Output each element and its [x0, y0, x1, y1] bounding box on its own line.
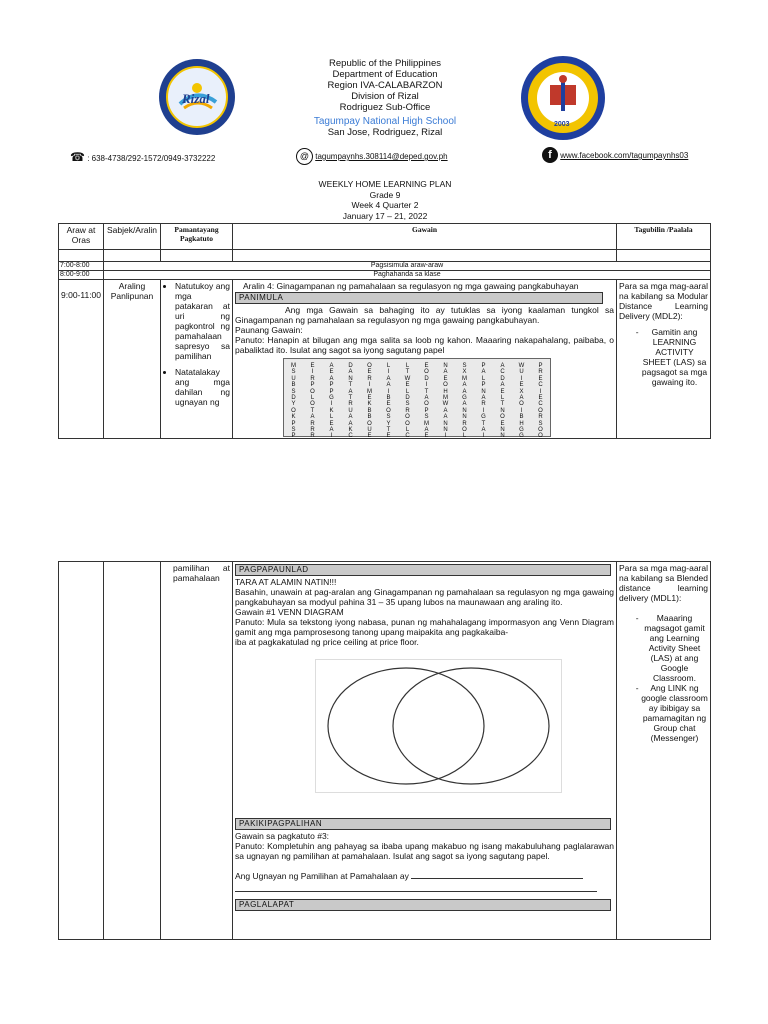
word-search-letter: U	[291, 375, 296, 382]
header-sabjek: Sabjek/Aralin	[104, 224, 161, 250]
email-link[interactable]: tagumpaynhs.308114@deped.gov.ph	[315, 152, 448, 161]
word-search-letter: Y	[291, 401, 296, 408]
word-search-row	[284, 426, 550, 440]
schedule-activity-2: Paghahanda sa klase	[104, 271, 711, 280]
plan-table-page-1	[58, 223, 711, 439]
word-search-letter: P	[329, 388, 334, 395]
word-search-letter: A	[462, 388, 467, 395]
word-search-letter: O	[367, 420, 372, 427]
word-search-letter: I	[387, 369, 390, 376]
word-search-letter: W	[518, 363, 525, 369]
word-search-letter: A	[348, 388, 353, 395]
word-search-letter: A	[329, 426, 334, 433]
word-search-letter: R	[538, 414, 543, 421]
word-search-letter: U	[519, 369, 524, 376]
word-search-letter: R	[348, 401, 353, 408]
word-search-letter: N	[462, 414, 467, 421]
word-search-letter: D	[500, 375, 505, 382]
word-search-letter: P	[310, 382, 315, 389]
header-gawain: Gawain	[233, 224, 617, 250]
word-search-letter: B	[291, 382, 296, 389]
word-search-letter: A	[310, 414, 315, 421]
word-search-letter: R	[310, 375, 315, 382]
word-search-letter: O	[538, 426, 543, 433]
word-search-letter: D	[291, 394, 296, 401]
word-search-letter: M	[367, 388, 372, 395]
panuto1b-text: iba at pagkakatulad ng price ceiling at price floor.	[235, 637, 419, 647]
header-araw-oras: Araw at Oras	[59, 224, 104, 250]
word-search-letter: D	[424, 375, 429, 382]
word-search-row	[284, 417, 550, 427]
word-search-letter: C	[538, 382, 543, 389]
word-search-letter: B	[386, 394, 391, 401]
word-search-letter: P	[538, 363, 543, 369]
word-search-letter: R	[462, 420, 467, 427]
lesson-title: Aralin 4: Ginagampanan ng pamahalaan sa regulasyon ng mga gawaing pangkabuhayan	[243, 281, 579, 291]
row1-time: 9:00-11:00	[59, 280, 104, 439]
header-tagubilin: Tagubilin /Paalala	[617, 224, 711, 250]
word-search-letter: A	[348, 414, 353, 421]
word-search-letter: I	[330, 401, 333, 408]
word-search-letter: L	[405, 388, 410, 395]
row2-gawain	[233, 562, 617, 940]
word-search-letter: R	[310, 433, 315, 440]
header-line-2: Department of Education	[332, 69, 438, 80]
word-search-letter: A	[481, 426, 486, 433]
word-search-letter: M	[291, 363, 296, 369]
word-search-letter: M	[443, 394, 448, 401]
word-search-letter: L	[500, 394, 505, 401]
panuto3-text: Panuto: Kompletuhin ang pahayag sa ibaba upang makabuo ng isang makabuluhang paglalarawan sa ugnayan ng pamilihan at pamahalaan. Isulat ang sagot sa iyong sagutang papel.	[235, 841, 614, 861]
word-search-letter: S	[291, 369, 296, 376]
row2-competency: pamilihan at pamahalaan	[161, 562, 233, 940]
word-search-letter: A	[500, 382, 505, 389]
word-search-letter: E	[538, 394, 543, 401]
word-search-letter: E	[424, 363, 429, 369]
basahin-text: Basahin, unawain at pag-aralan ang Ginagampanan ng pamahalaan sa regulasyon ng mga gawaing pangkabuhayan sa modyul pahina 31 – 35 upang lubos na maunawaan ang araling ito.	[235, 587, 614, 607]
word-search-letter: W	[442, 401, 449, 408]
email-icon: @	[296, 148, 313, 165]
word-search-letter: E	[329, 420, 334, 427]
word-search-letter: O	[386, 407, 391, 414]
word-search-letter: L	[310, 394, 315, 401]
school-seal-logo	[520, 55, 606, 141]
intro-text: Ang mga Gawain sa bahaging ito ay tutuklas sa iyong kaalaman tungkol sa Ginagampanan ng pamahalaan sa regulasyon ng mga gawaing pangkabuhayan.	[235, 305, 614, 325]
word-search-letter: A	[481, 369, 486, 376]
word-search-letter: O	[424, 369, 429, 376]
section-pagpapaunlad: PAGPAPAUNLAD	[235, 564, 611, 576]
word-search-letter: S	[405, 401, 410, 408]
row1-tagubilin	[617, 280, 711, 439]
plan-dates: January 17 – 21, 2022	[342, 210, 428, 221]
phone-icon: ☎	[70, 150, 85, 164]
word-search-letter: B	[367, 414, 372, 421]
word-search-letter: E	[367, 369, 372, 376]
word-search-row	[284, 385, 550, 395]
word-search-letter: K	[329, 407, 334, 414]
word-search-letter: I	[425, 382, 428, 389]
word-search-letter: L	[329, 414, 334, 421]
word-search-letter: E	[367, 394, 372, 401]
word-search-letter: R	[310, 426, 315, 433]
venn-circle-left	[328, 668, 484, 784]
word-search-letter: I	[520, 375, 523, 382]
word-search-letter: R	[405, 407, 410, 414]
word-search-letter: C	[405, 433, 410, 440]
word-search-letter: E	[500, 388, 505, 395]
plan-title-block	[230, 179, 540, 221]
word-search-letter: L	[481, 375, 486, 382]
word-search-letter: P	[329, 382, 334, 389]
logo-left-text: Rizal	[182, 91, 210, 106]
word-search-row	[284, 407, 550, 421]
word-search-letter: S	[291, 388, 296, 395]
word-search-letter: I	[482, 407, 485, 414]
word-search-letter: S	[538, 420, 543, 427]
word-search-letter: N	[500, 426, 505, 433]
word-search-letter: A	[443, 407, 448, 414]
word-search-letter: X	[519, 388, 524, 395]
row1-subject: Araling Panlipunan	[104, 280, 161, 439]
schedule-activity-1: Pagsisimula araw-araw	[104, 262, 711, 271]
word-search-letter: R	[367, 375, 372, 382]
word-search-letter: N	[443, 426, 448, 433]
word-search-letter: T	[424, 388, 429, 395]
word-search-letter: L	[405, 426, 410, 433]
schedule-time-1: 7:00-8:00	[59, 262, 104, 271]
word-search-letter: N	[443, 420, 448, 427]
word-search-row	[284, 375, 550, 389]
word-search-letter: M	[424, 420, 429, 427]
paunang-gawain: Paunang Gawain:	[235, 325, 303, 335]
phone-contact	[70, 150, 215, 164]
word-search-letter: C	[538, 401, 543, 408]
statement-blank[interactable]	[411, 878, 583, 879]
gawain1-title: Gawain #1 VENN DIAGRAM	[235, 607, 344, 617]
tagubilin-item-mdl1-1: - Maaaring magsagot gamit ang Learning Activity Sheet (LAS) at ang Google Classroom.	[641, 613, 708, 683]
word-search-letter: L	[462, 433, 467, 440]
school-name: Tagumpay National High School	[313, 116, 457, 127]
word-search-letter: I	[330, 433, 333, 440]
panuto-text: Panuto: Hanapin at bilugan ang mga salita sa loob ng kahon. Maaaring nakapahalang, paibaba, o pabaliktad ito. Isulat ang sagot sa iyong sagutang papel	[235, 335, 614, 355]
word-search-letter: G	[329, 394, 334, 401]
word-search-letter: E	[310, 363, 315, 369]
word-search-letter: O	[519, 401, 524, 408]
word-search-letter: S	[424, 414, 429, 421]
word-search-letter: A	[386, 382, 391, 389]
word-search-letter: N	[500, 433, 505, 440]
word-search-letter: O	[405, 420, 410, 427]
word-search-letter: B	[519, 414, 524, 421]
phone-text: : 638-4738/292-1572/0949-3732222	[87, 154, 216, 163]
section-pakikipagpalihan: PAKIKIPAGPALIHAN	[235, 818, 611, 830]
word-search-letter: N	[500, 407, 505, 414]
word-search-letter: E	[386, 433, 391, 440]
competency-2: • Natatalakay ang mga dahilan ng ugnayan ng	[175, 367, 230, 407]
word-search-letter: P	[291, 433, 296, 440]
word-search-letter: E	[424, 433, 429, 440]
word-search-letter: U	[348, 407, 353, 414]
word-search-letter: D	[348, 363, 353, 369]
row2-tagubilin	[617, 562, 711, 940]
section-paglalapat: PAGLALAPAT	[235, 899, 611, 911]
tagubilin-item-mdl2: - Gamitin ang LEARNING ACTIVITY SHEET (LAS) sa pagsagot sa mga gawaing ito.	[641, 327, 708, 387]
word-search-letter: A	[424, 426, 429, 433]
word-search-letter: E	[405, 382, 410, 389]
word-search-letter: W	[404, 375, 411, 382]
word-search-letter: C	[500, 369, 505, 376]
schedule-time-2: 8:00-9:00	[59, 271, 104, 280]
word-search-letter: R	[538, 369, 543, 376]
letterhead	[260, 58, 510, 138]
word-search-letter: A	[462, 382, 467, 389]
word-search-letter: E	[367, 433, 372, 440]
word-search-letter: A	[348, 369, 353, 376]
statement-blank-2[interactable]	[235, 881, 597, 892]
word-search-letter: O	[310, 388, 315, 395]
facebook-link[interactable]: www.facebook.com/tagumpaynhs03	[560, 151, 689, 160]
seal-year: 2003	[554, 121, 570, 128]
header-line-3: Region IVA-CALABARZON	[327, 80, 443, 91]
word-search-letter: P	[481, 363, 486, 369]
word-search-letter: A	[481, 394, 486, 401]
statement-text: Ang Ugnayan ng Pamilihan at Pamahalaan ay	[235, 871, 409, 881]
word-search-letter: A	[519, 394, 524, 401]
tara-heading: TARA AT ALAMIN NATIN!!!	[235, 577, 337, 587]
word-search-letter: I	[368, 382, 371, 389]
word-search-letter: R	[481, 401, 486, 408]
facebook-icon: f	[542, 147, 558, 163]
deped-rizal-logo	[158, 58, 236, 136]
word-search-letter: X	[462, 369, 467, 376]
row1-gawain	[233, 280, 617, 439]
word-search-letter: I	[520, 407, 523, 414]
word-search-letter: O	[405, 414, 410, 421]
word-search-letter: O	[291, 407, 296, 414]
word-search-letter: A	[329, 363, 334, 369]
word-search-letter: A	[386, 375, 391, 382]
word-search-letter: P	[291, 420, 296, 427]
word-search-letter: O	[500, 414, 505, 421]
word-search-letter: M	[462, 375, 467, 382]
word-search-row	[284, 394, 550, 408]
word-search-letter: O	[462, 426, 467, 433]
word-search-letter: L	[405, 363, 410, 369]
word-search-letter: A	[500, 363, 505, 369]
plan-grade: Grade 9	[369, 189, 401, 200]
word-search-letter: G	[481, 414, 486, 421]
word-search-letter: T	[500, 401, 505, 408]
tagubilin-item-mdl1-2: - Ang LINK ng google classroom ay ibibigay sa pamamagitan ng Group chat (Messenger)	[641, 683, 708, 743]
panuto1-text: Panuto: Mula sa tekstong iyong nabasa, punan ng mahahalagang impormasyon ang Venn Diagram gamit ang mga pamprosesong tanong upang maipakita ang pagkakaiba-	[235, 617, 614, 637]
word-search-letter: A	[329, 375, 334, 382]
word-search-letter: K	[291, 414, 296, 421]
plan-week: Week 4 Quarter 2	[351, 200, 419, 210]
venn-circle-right	[393, 668, 549, 784]
word-search-letter: S	[291, 426, 296, 433]
word-search-letter: E	[538, 375, 543, 382]
word-search-letter: A	[443, 369, 448, 376]
word-search-letter: K	[348, 426, 353, 433]
word-search-letter: S	[386, 414, 391, 421]
word-search-letter: O	[538, 407, 543, 414]
word-search-letter: U	[367, 426, 372, 433]
facebook-contact	[542, 147, 688, 163]
word-search-letter: G	[519, 433, 524, 440]
word-search-letter: K	[367, 401, 372, 408]
word-search-letter: H	[519, 420, 524, 427]
plan-table-page-2	[58, 561, 711, 940]
word-search-letter: E	[500, 420, 505, 427]
word-search-letter: A	[348, 420, 353, 427]
word-search-letter: T	[310, 407, 315, 414]
word-search-letter: E	[386, 401, 391, 408]
word-search-grid	[283, 358, 551, 440]
word-search-letter: O	[310, 401, 315, 408]
venn-diagram	[315, 659, 562, 793]
plan-title: WEEKLY HOME LEARNING PLAN	[318, 179, 452, 189]
word-search-letter: R	[310, 420, 315, 427]
word-search-letter: T	[386, 426, 391, 433]
word-search-letter: N	[481, 388, 486, 395]
word-search-letter: E	[443, 375, 448, 382]
word-search-row	[284, 365, 550, 376]
school-address: San Jose, Rodriguez, Rizal	[327, 127, 443, 138]
word-search-letter: Y	[386, 420, 391, 427]
word-search-letter: A	[443, 414, 448, 421]
word-search-letter: A	[462, 401, 467, 408]
word-search-letter: N	[348, 375, 353, 382]
word-search-letter: N	[443, 363, 448, 369]
gawain3-title: Gawain sa pagkatuto #3:	[235, 831, 330, 841]
word-search-letter: I	[311, 369, 314, 376]
word-search-letter: S	[462, 363, 467, 369]
email-contact	[296, 148, 448, 165]
word-search-letter: I	[387, 388, 390, 395]
word-search-letter: G	[462, 394, 467, 401]
word-search-letter: O	[538, 433, 543, 440]
tagubilin-intro-mdl1: Para sa mga mag-aaral na kabilang sa Blended distance learning delivery (MDL1):	[619, 563, 708, 603]
word-search-letter: O	[424, 401, 429, 408]
word-search-letter: I	[482, 433, 485, 440]
row1-competencies	[161, 280, 233, 439]
header-line-5: Rodriguez Sub-Office	[339, 102, 431, 113]
word-search-letter: C	[348, 433, 353, 440]
word-search-letter: G	[519, 426, 524, 433]
word-search-letter: E	[329, 369, 334, 376]
word-search-letter: I	[444, 433, 447, 440]
section-panimula: PANIMULA	[235, 292, 603, 304]
word-search-letter: L	[386, 363, 391, 369]
word-search-letter: O	[443, 382, 448, 389]
header-line-4: Division of Rizal	[351, 91, 419, 102]
word-search-letter: B	[367, 407, 372, 414]
competency-1: • Natutukoy ang mga patakaran at uri ng pagkontrol ng pamahalaan sapresyo sa pamilihan	[175, 281, 230, 361]
word-search-letter: P	[424, 407, 429, 414]
word-search-letter: O	[367, 363, 372, 369]
word-search-letter: P	[481, 382, 486, 389]
word-search-letter: D	[405, 394, 410, 401]
word-search-letter: T	[405, 369, 410, 376]
statement-line	[235, 871, 614, 881]
tagubilin-intro-mdl2: Para sa mga mag-aaral na kabilang sa Modular Distance Learning Delivery (MDL2):	[619, 281, 708, 321]
header-line-1: Republic of the Philippines	[329, 58, 441, 69]
word-search-letter: E	[519, 382, 524, 389]
word-search-letter: A	[424, 394, 429, 401]
word-search-letter: T	[481, 420, 486, 427]
header-pamantayang: Pamantayang Pagkatuto	[161, 224, 233, 250]
word-search-letter: N	[462, 407, 467, 414]
word-search-letter: H	[443, 388, 448, 395]
word-search-letter: T	[348, 394, 353, 401]
word-search-letter: T	[348, 382, 353, 389]
word-search-letter: I	[539, 388, 542, 395]
